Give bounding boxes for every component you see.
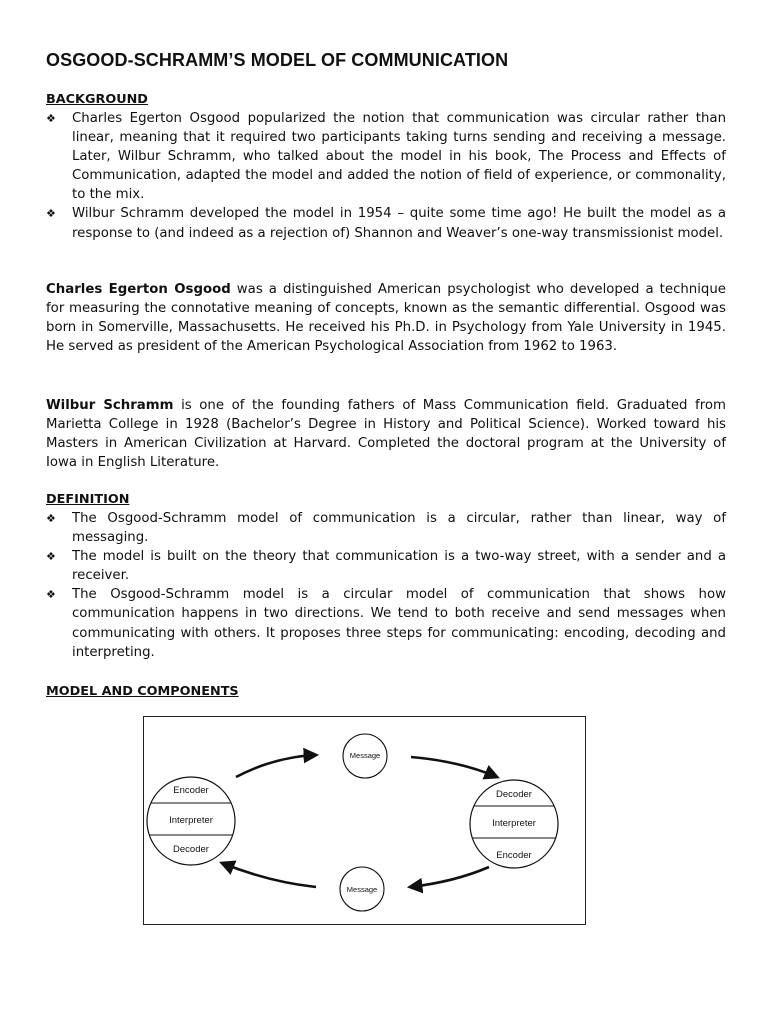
arrow-to-top-message — [236, 755, 316, 777]
bullet-diamond-icon: ❖ — [46, 588, 56, 602]
list-item-text: The Osgood-Schramm model is a circular model of communication that shows how communication happens in two directions. We tend to both receive and send messages when communicating with others. It proposes three steps for communicating: encoding, decoding and interpreting. — [72, 587, 726, 660]
bullet-diamond-icon: ❖ — [46, 550, 56, 564]
left-encoder-label: Encoder — [173, 785, 209, 796]
background-heading: BACKGROUND — [46, 92, 148, 107]
bottom-message-circle — [340, 867, 384, 911]
left-interpreter-label: Interpreter — [169, 815, 213, 826]
schramm-name: Wilbur Schramm — [46, 398, 174, 413]
list-item-text: The model is built on the theory that communication is a two-way street, with a sender and a receiver. — [72, 549, 726, 584]
list-item — [46, 204, 726, 242]
definition-bullet-list — [46, 509, 726, 662]
osgood-name: Charles Egerton Osgood — [46, 282, 231, 297]
list-item-text: Wilbur Schramm developed the model in 1954 – quite some time ago! He built the model as a response to (and indeed as a rejection of) Shannon and Weaver’s one-way transmissionist model. — [72, 206, 726, 241]
top-message-label: Message — [349, 751, 381, 760]
page-title: OSGOOD-SCHRAMM’S MODEL OF COMMUNICATION — [46, 50, 509, 70]
arrow-to-right-circle — [411, 757, 497, 777]
osgood-text: was a distinguished American psychologist who developed a technique for measuring the connotative meaning of concepts, known as the semantic differential. Osgood was born in Somerville, Massachusetts. He received his Ph.D. in Psychology from Yale University in 1945. He served as president of the American Psychological Association from 1962 to 1963. — [46, 282, 726, 355]
right-interpreter-label: Interpreter — [492, 818, 536, 829]
bullet-diamond-icon: ❖ — [46, 512, 56, 525]
list-item-text: The Osgood-Schramm model of communication is a circular, rather than linear, way of messaging. — [72, 511, 726, 546]
list-item — [46, 547, 726, 585]
arrow-to-left-circle — [222, 863, 316, 887]
osgood-paragraph — [46, 280, 726, 356]
bottom-message-label: Message — [346, 885, 378, 894]
definition-heading: DEFINITION — [46, 492, 130, 507]
model-diagram — [143, 716, 586, 925]
top-message-circle — [343, 734, 387, 778]
bullet-diamond-icon: ❖ — [46, 207, 56, 221]
right-encoder-label: Encoder — [496, 850, 532, 861]
right-decoder-label: Decoder — [496, 789, 532, 800]
list-item — [46, 509, 726, 547]
model-heading: MODEL AND COMPONENTS — [46, 684, 239, 699]
list-item-text: Charles Egerton Osgood popularized the notion that communication was circular rather than linear, meaning that it required two participants taking turns sending and receiving a message. Later, Wilbur Schramm, who talked about the model in his book, The Process and Effects of Communication, adapted the model and added the notion of field of experience, or commonality, to the mix. — [72, 111, 726, 203]
bullet-diamond-icon: ❖ — [46, 112, 56, 125]
model-diagram-svg — [144, 717, 587, 926]
schramm-paragraph — [46, 396, 726, 472]
schramm-text: is one of the founding fathers of Mass Communication field. Graduated from Marietta College in 1928 (Bachelor’s Degree in History and Political Science). Worked toward his Masters in American Civilization at Harvard. Completed the doctoral program at the University of Iowa in English Literature. — [46, 398, 726, 471]
arrow-to-bottom-message — [410, 867, 489, 887]
left-participant-circle — [144, 777, 244, 865]
left-decoder-label: Decoder — [173, 844, 209, 855]
right-participant-circle — [464, 780, 564, 868]
list-item — [46, 109, 726, 204]
list-item — [46, 585, 726, 661]
background-bullet-list — [46, 109, 726, 243]
